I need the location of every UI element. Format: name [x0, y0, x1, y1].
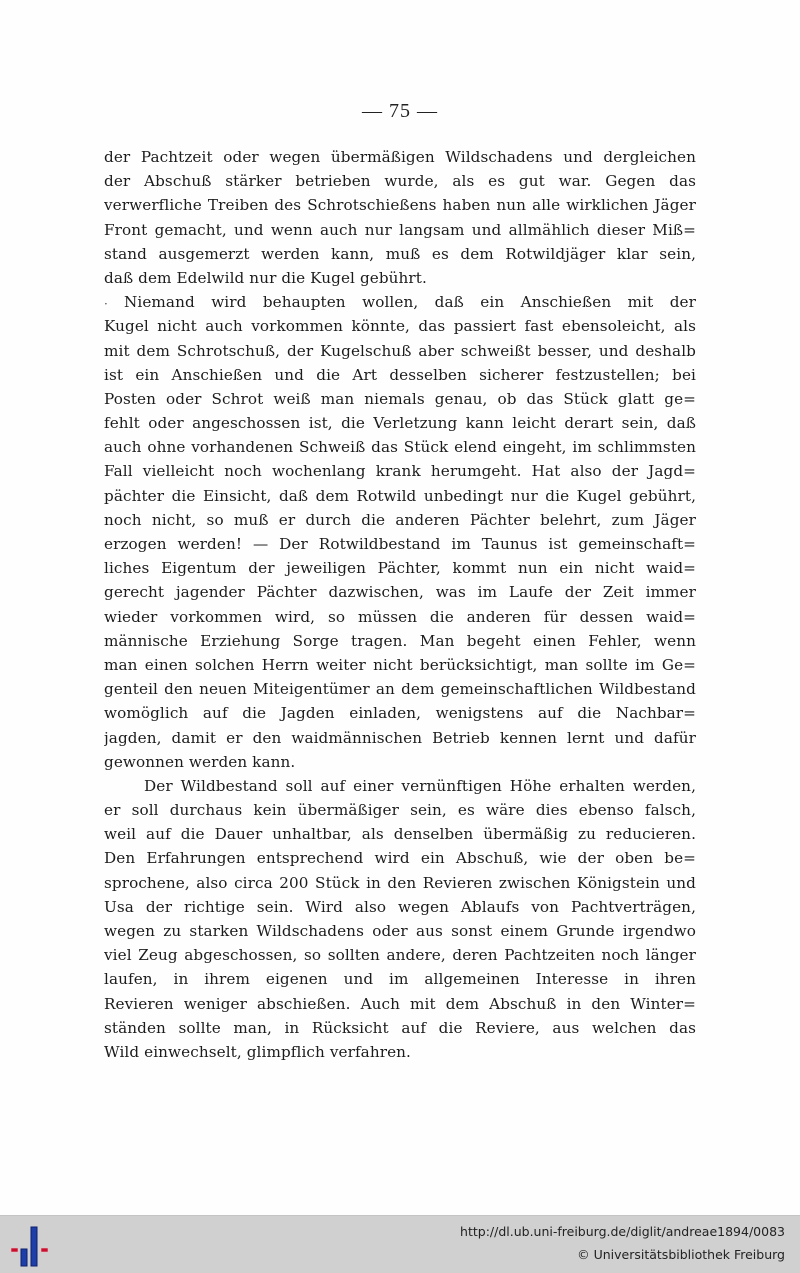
- text-line: der Pachtzeit oder wegen übermäßigen Wildschadens und dergleichen: [104, 148, 696, 166]
- text-line: Niemand wird behaupten wollen, daß ein Anschießen mit der: [124, 293, 696, 312]
- text-line: liches Eigentum der jeweiligen Pächter, kommt nun ein nicht waid=: [104, 559, 696, 578]
- text-line: daß dem Edelwild nur die Kugel gebührt.: [104, 268, 427, 287]
- text-line: männische Erziehung Sorge tragen. Man begeht einen Fehler, wenn: [104, 631, 696, 650]
- text-line: Wild einwechselt, glimpflich verfahren.: [104, 1042, 411, 1061]
- text-line: viel Zeug abgeschossen, so sollten andere, deren Pachtzeiten noch länger: [104, 946, 696, 965]
- copyright-notice: © Universitätsbibliothek Freiburg: [577, 1247, 785, 1262]
- text-line: genteil den neuen Miteigentümer an dem gemeinschaftlichen Wildbestand: [104, 680, 696, 699]
- library-footer: [0, 1215, 800, 1273]
- text-line: pächter die Einsicht, daß dem Rotwild unbedingt nur die Kugel gebührt,: [104, 486, 696, 505]
- ub-freiburg-logo-icon[interactable]: [8, 1224, 54, 1268]
- text-line: weil auf die Dauer unhaltbar, als denselben übermäßig zu reducieren.: [104, 825, 696, 844]
- text-line: erzogen werden! — Der Rotwildbestand im Taunus ist gemeinschaft=: [104, 535, 696, 553]
- text-line: womöglich auf die Jagden einladen, wenigstens auf die Nachbar=: [104, 704, 696, 723]
- text-line: noch nicht, so muß er durch die anderen Pächter belehrt, zum Jäger: [104, 510, 696, 529]
- text-line: verwerfliche Treiben des Schrotschießens haben nun alle wirklichen Jäger: [104, 196, 696, 215]
- page-number: — 75 —: [362, 100, 438, 122]
- text-line: Fall vielleicht noch wochenlang krank herumgeht. Hat also der Jagd=: [104, 462, 696, 481]
- text-line: der Abschuß stärker betrieben wurde, als es gut war. Gegen das: [104, 172, 696, 191]
- text-line: mit dem Schrotschuß, der Kugelschuß aber schweißt besser, und deshalb: [104, 341, 696, 360]
- text-line: sprochene, also circa 200 Stück in den Revieren zwischen Königstein und: [104, 873, 696, 892]
- text-line: wieder vorkommen wird, so müssen die anderen für dessen waid=: [104, 607, 696, 626]
- text-line: gerecht jagender Pächter dazwischen, was im Laufe der Zeit immer: [104, 583, 696, 602]
- text-line: ständen sollte man, in Rücksicht auf die Reviere, aus welchen das: [104, 1018, 696, 1037]
- text-line: fehlt oder angeschossen ist, die Verletzung kann leicht derart sein, daß: [104, 414, 696, 433]
- text-line: Der Wildbestand soll auf einer vernünftigen Höhe erhalten werden,: [144, 776, 696, 795]
- permalink-url[interactable]: http://dl.ub.uni-freiburg.de/diglit/andreae1894/0083: [460, 1224, 785, 1239]
- text-line: Kugel nicht auch vorkommen könnte, das passiert fast ebensoleicht, als: [104, 317, 696, 336]
- paragraph-3: [104, 774, 696, 1064]
- text-line: Den Erfahrungen entsprechend wird ein Abschuß, wie der oben be=: [104, 849, 696, 868]
- text-line: Posten oder Schrot weiß man niemals genau, ob das Stück glatt ge=: [104, 389, 696, 408]
- text-line: Usa der richtige sein. Wird also wegen Ablaufs von Pachtverträgen,: [104, 897, 696, 916]
- body-text: [104, 145, 696, 1064]
- text-line: man einen solchen Herrn weiter nicht berücksichtigt, man sollte im Ge=: [104, 655, 696, 674]
- text-line: wegen zu starken Wildschadens oder aus sonst einem Grunde irgendwo: [104, 922, 696, 940]
- text-line: ist ein Anschießen und die Art desselben sicherer festzustellen; bei: [104, 365, 696, 384]
- paragraph-1: [104, 145, 696, 290]
- text-line: auch ohne vorhandenen Schweiß das Stück elend eingeht, im schlimmsten: [104, 438, 696, 457]
- text-line: laufen, in ihrem eigenen und im allgemeinen Interesse in ihren: [104, 970, 696, 989]
- paragraph-2: [104, 290, 696, 774]
- text-line: Revieren weniger abschießen. Auch mit dem Abschuß in den Winter=: [104, 994, 696, 1013]
- text-line: gewonnen werden kann.: [104, 752, 296, 771]
- text-line: er soll durchaus kein übermäßiger sein, es wäre dies ebenso falsch,: [104, 801, 696, 820]
- text-line: stand ausgemerzt werden kann, muß es dem Rotwildjäger klar sein,: [104, 244, 696, 263]
- stray-print-mark: ·: [104, 297, 108, 311]
- text-line: jagden, damit er den waidmännischen Betrieb kennen lernt und dafür: [104, 728, 696, 747]
- text-line: Front gemacht, und wenn auch nur langsam und allmählich dieser Miß=: [104, 220, 696, 239]
